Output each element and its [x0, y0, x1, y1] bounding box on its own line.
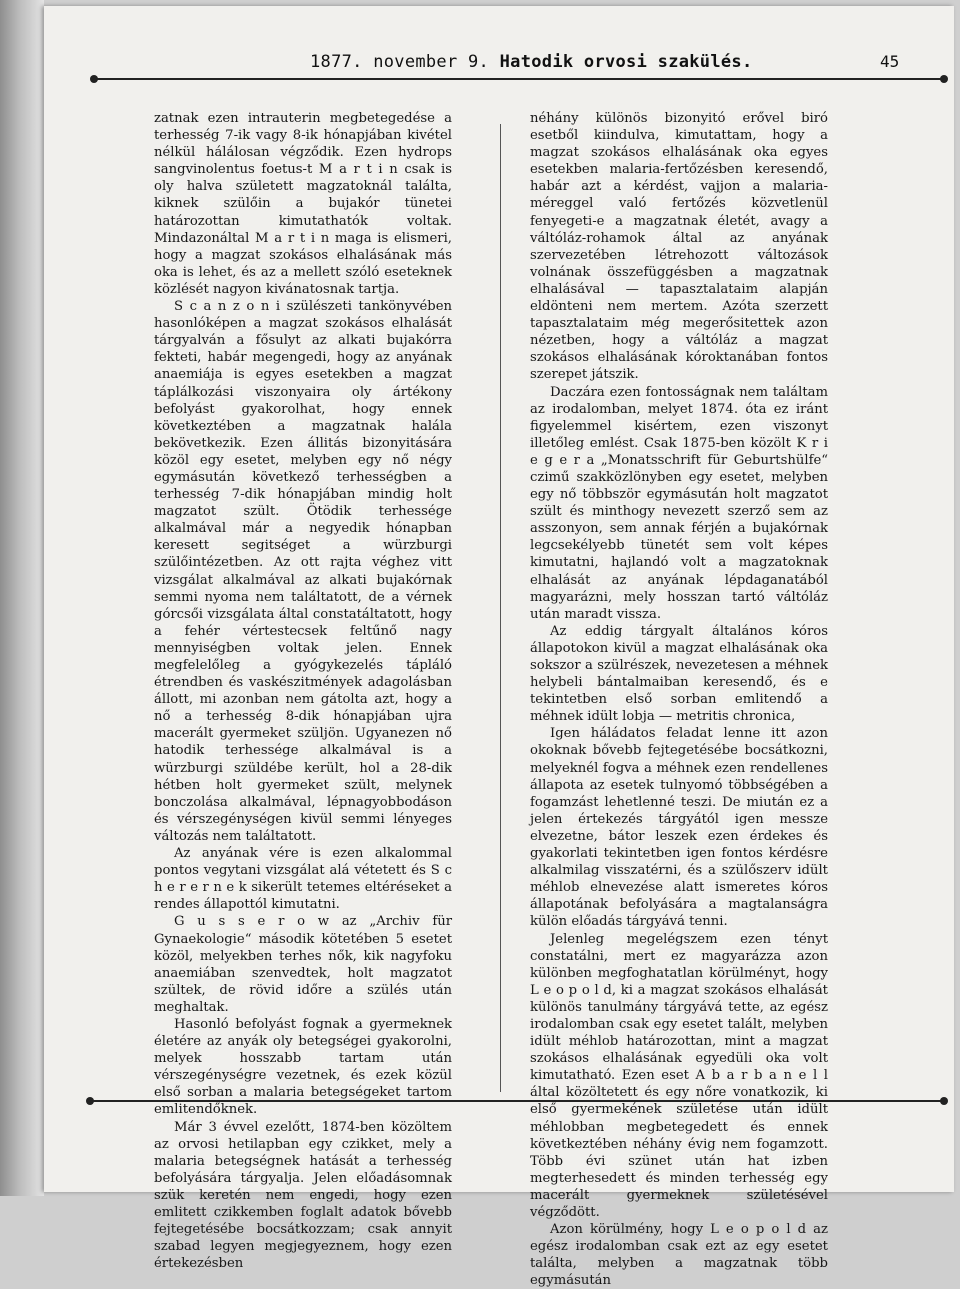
- paragraph: zatnak ezen intrauterin megbetegedése a terhesség 7-ik vagy 8-ik hónapjában kivétel nélkül hálálosan végződik. Ezen hydrops sangvinolentus foetus-t M a r t i n csak is oly halva született magzatoknál találta, kiknek szülőin a bujakór tünetei határozottan kimutathatók voltak. Mindazonáltal M a r t i n maga is elismeri, hogy a magzat szokásos elhalásának más oka is lehet, és az a mellett szóló eseteknek közlését nagyon kivánatosnak tartja.: [154, 111, 452, 297]
- column-divider: [500, 124, 501, 1092]
- running-header: [44, 46, 954, 80]
- paragraph: S c a n z o n i szülészeti tankönyvében hasonlóképen a magzat szokásos elhalását tárgyalván a fősulyt az alkati bujakórra fekteti, habár megengedi, hogy az anyának anaemiája is egyes esetekben a magzat táplálkozási viszonyaira oly ártékony befolyást gyakorolhat, hogy ennek következtében a magzatnak halála bekövetkezik. Ezen állitás bizonyitására közöl egy esetet, melyben egy nő négy egymásután következő terhességben a terhesség 7-dik hónapjában mindig holt magzatot szült. Ötödik terhessége alkalmával már a negyedik hónapban keresett segitséget a würzburgi szülőintézetben. Az ott rajta véghez vitt vizsgálat alkalmával az alkati bujakórnak semmi nyoma nem találtatott, de a vérnek górcsői vizsgálata által constatáltatott, hogy a fehér vértestecsek feltűnő nagy mennyiségben voltak jelen. Ennek megfelelőleg a gyógykezelés tápláló étrendben és vaskészitmények adagolásban állott, mi azonban nem gátolta azt, hogy a nő a terhesség 8-dik hónapjában ujra macerált gyermeket szüljön. Ugyanezen nő hatodik terhessége alkalmával is a würzburgi szüldébe került, hol a 28-dik hétben holt gyermeket szült, melynek bonczolása alkalmával, lépnagyobbodáson és vérszegénységen kivül semmi lényeges változás nem találtatott.: [154, 299, 452, 844]
- header-title: [310, 52, 752, 72]
- header-session-title: Hatodik orvosi szakülés.: [499, 52, 753, 72]
- paragraph: Az eddig tárgyalt általános kóros állapotokon kivül a magzat elhalásának oka sokszor a szülrészek, nevezetesen a méhnek helybeli bántalmaiban keresendő, és e tekintetben első sorban emlitendő a méhnek idült lobja — metritis chronica,: [530, 623, 828, 725]
- paragraph: Az anyának vére is ezen alkalommal pontos vegytani vizsgálat alá vétetett és S c h e r e r n e k sikerült tetemes eltéréseket a rendes állapottól kimutatni.: [154, 846, 452, 913]
- footer-rule: [90, 1100, 944, 1102]
- paragraph: néhány különös bizonyitó erővel biró esetből kiindulva, kimutattam, hogy a magzat szokásos elhalásának oka egyes esetekben malaria-fertőzésben keresendő, habár azt a kérdést, vajjon a malaria-méreggel való fertőzés közvetlenül fenyegeti-e a magzatnak életét, avagy a váltóláz-rohamok által az anyának szervezetében létrehozott változások volnának összefüggésben a magzatnak elhalásával — tapasztalataim alapján eldönteni nem mertem. Azóta szerzett tapasztalataim még megerősitettek azon nézetben, hogy a váltóláz a magzat szokásos elhalásának kóroktanában fontos szerepet játszik.: [530, 111, 828, 383]
- book-page: [44, 6, 954, 1289]
- right-column: [530, 110, 828, 1289]
- paragraph: Daczára ezen fontosságnak nem találtam az irodalomban, melyet 1874. óta ez iránt figyelemmel kisértem, ezen viszonyt illetőleg emlést. Csak 1875-ben közölt K r i e g e r a „Monatsschrift für Geburtshülfe“ czimű szakközlönyben egy esetet, melyben egy nő többször egymásután holt magzatot szült és minthogy nevezett szerző sem az asszonyon, sem annak férjén a bujakórnak legcsekélyebb tünetét sem volt képes kimutatni, hajlandó volt a magzatoknak elhalását az anyának lépdaganatából magyarázni, mely hosszan tartó váltóláz után maradt vissza.: [530, 384, 828, 622]
- header-rule: [94, 78, 944, 80]
- paragraph: Hasonló befolyást fognak a gyermeknek életére az anyák oly betegségei gyakorolni, melyek hosszabb tartam után vérszegénységre vezetnek, és ezek közül első sorban a malaria betegségeket tartom emlitendőknek.: [154, 1016, 452, 1118]
- paragraph: Igen háládatos feladat lenne itt azon okoknak bővebb fejtegetésébe bocsátkozni, melyeknél fogva a méhnek ezen rendellenes állapota az esetek tulnyomó többségében a fogamzást lehetlenné teszi. De miután ez a jelen értekezés tárgyától igen messze elvezetne, bátor leszek ezen érdekes és gyakorlati tekintetben igen fontos kérdésre alkalmilag visszatérni, és a szülőszerv idült méhlob elnevezése alatt ismeretes kóros állapotának befolyására a magtalanságra külön előadás tárgyává tenni.: [530, 726, 828, 930]
- paragraph: Azon körülmény, hogy L e o p o l d az egész irodalomban csak ezt az egy esetet találta, melyben a magzatnak több egymásután: [530, 1222, 828, 1289]
- left-column: [154, 110, 452, 1272]
- paragraph: Már 3 évvel ezelőtt, 1874-ben közöltem az orvosi hetilapban egy czikket, mely a malaria betegségnek hatását a terhesség befolyására tárgyalja. Jelen előadásomnak szük keretén nem engedi, hogy ezen emlitett czikkemben foglalt adatok bővebb fejtegetésébe bocsátkozzam; csak annyit szabad legyen megjegyeznem, hogy ezen értekezésben: [154, 1119, 452, 1272]
- paragraph: Jelenleg megelégszem ezen tényt constatálni, mert ez magyarázza azon különben megfoghatatlan körülményt, hogy L e o p o l d, ki a magzat szokásos elhalását különös tanulmány tárgyává tette, az egész irodalomban csak egy esetet talált, melyben idült méhlob határozottan, mint a magzat szokásos elhalásának egyedüli oka volt kimutatható. Ezen eset A b a r b a n e l l által közöltetett és egy nőre vonatkozik, ki első gyermekének születése után idült méhlobban megbetegedett és ennek következtében néhány évig nem fogamzott. Több évi szünet után hat izben megterhesedett és minden terhesség egy macerált gyermeknek születésével végződött.: [530, 931, 828, 1220]
- page-number: 45: [880, 52, 900, 71]
- header-date: 1877. november 9.: [310, 52, 490, 72]
- book-spine: [0, 0, 44, 1196]
- paragraph: G u s s e r o w az „Archiv für Gynaekologie“ második kötetében 5 esetet közöl, melyekben terhes nők, kik nagyfoku anaemiában szenvedtek, holt magzatot szültek, de rövid időre a szülés után meghaltak.: [154, 914, 452, 1015]
